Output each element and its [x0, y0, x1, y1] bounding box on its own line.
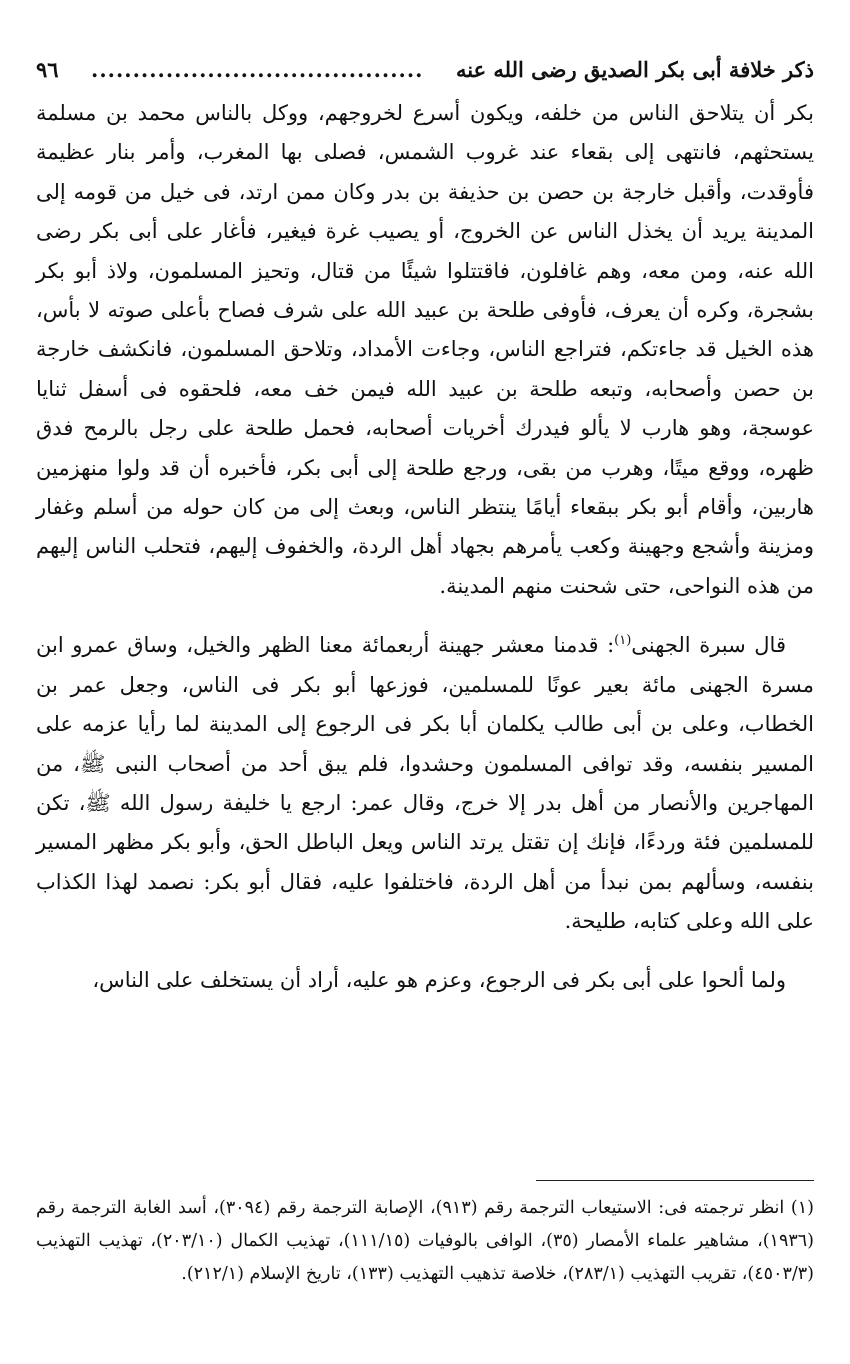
book-page — [36, 50, 814, 1000]
running-header — [36, 50, 814, 90]
footnote-separator-line — [536, 1180, 814, 1181]
paragraph-1: بكر أن يتلاحق الناس من خلفه، ويكون أسرع لخروجهم، ووكل بالناس محمد بن مسلمة يستحثهم، فانتهى إلى بقعاء عند غروب الشمس، فصلى بها المغرب، وأمر بنار عظيمة فأوقدت، وأقبل خارجة بن حصن بن حذيفة بن بدر وكان ممن ارتد، فى خيل من قومه إلى المدينة يريد أن يخذل الناس عن الخروج، أو يصيب غرة فيغير، فأغار على أبى بكر رضى الله عنه، ومن معه، وهم غافلون، فاقتتلوا شيئًا من قتال، وتحيز المسلمون، ولاذ أبو بكر بشجرة، وكره أن يعرف، فأوفى طلحة بن عبيد الله على شرف فصاح بأعلى صوته لا بأس، هذه الخيل قد جاءتكم، فتراجع الناس، وجاءت الأمداد، وتلاحق المسلمون، فانكشف خارجة بن حصن وأصحابه، وتبعه طلحة بن عبيد الله فيمن خف معه، فلحقوه فى أسفل ثنايا عوسجة، وهو هارب لا يألو فيدرك أخريات أصحابه، فحمل طلحة على رجل بالرمح فدق ظهره، ووقع ميتًا، وهرب من بقى، ورجع طلحة إلى أبى بكر، فأخبره أن قد ولوا منهزمين هاربين، وأقام أبو بكر ببقعاء أيامًا ينتظر الناس، وبعث إلى من كان حوله من أسلم وغفار ومزينة وأشجع وجهينة وكعب يأمرهم بجهاد أهل الردة، والخفوف إليهم، فتحلب الناس إليهم من هذه النواحى، حتى شحنت منهم المدينة. — [36, 101, 814, 598]
footnote-1: (١) انظر ترجمته فى: الاستيعاب الترجمة رقم (٩١٣)، الإصابة الترجمة رقم (٣٠٩٤)، أسد الغابة الترجمة رقم (١٩٣٦)، مشاهير علماء الأمصار (٣٥)، الوافى بالوفيات (١١١/١٥)، تهذيب الكمال (٢٠٣/١٠)، تهذيب التهذيب (٤٥٠٣/٣)، تقريب التهذيب (٢٨٣/١)، خلاصة تذهيب التهذيب (١٣٣)، تاريخ الإسلام (٢١٢/١). — [36, 1198, 814, 1284]
footnotes — [36, 1192, 814, 1290]
paragraph-3: ولما ألحوا على أبى بكر فى الرجوع، وعزم هو عليه، أراد أن يستخلف على الناس، — [92, 967, 786, 992]
main-text — [36, 94, 814, 1000]
paragraph-2-lead: قال سبرة الجهنى — [631, 633, 786, 658]
paragraph-2 — [36, 626, 814, 941]
page-number: ٩٦ — [36, 57, 59, 82]
chapter-title: ذكر خلافة أبى بكر الصديق رضى الله عنه — [455, 57, 814, 82]
header-leader-dots: ........................................ — [91, 57, 424, 82]
footnote-reference-mark: (١) — [614, 633, 632, 649]
paragraph-2-text: : قدمنا معشر جهينة أربعمائة معنا الظهر والخيل، وساق عمرو ابن مسرة الجهنى مائة بعير عونًا للمسلمين، فوزعها أبو بكر فى الناس، وجعل عمر بن الخطاب، وعلى بن أبى طالب يكلمان أبا بكر فى الرجوع إلى المدينة لما رأيا عزمه على المسير بنفسه، وقد توافى المسلمون وحشدوا، فلم يبق أحد من أصحاب النبى ﷺ، من المهاجرين والأنصار من أهل بدر إلا خرج، وقال عمر: ارجع يا خليفة رسول الله ﷺ، تكن للمسلمين فئة وردءًا، فإنك إن تقتل يرتد الناس ويعل الباطل الحق، وأبو بكر مظهر المسير بنفسه، وسألهم بمن نبدأ من أهل الردة، فاختلفوا عليه، فقال أبو بكر: نصمد لهذا الكذاب على الله وعلى كتابه، طليحة. — [36, 633, 814, 934]
